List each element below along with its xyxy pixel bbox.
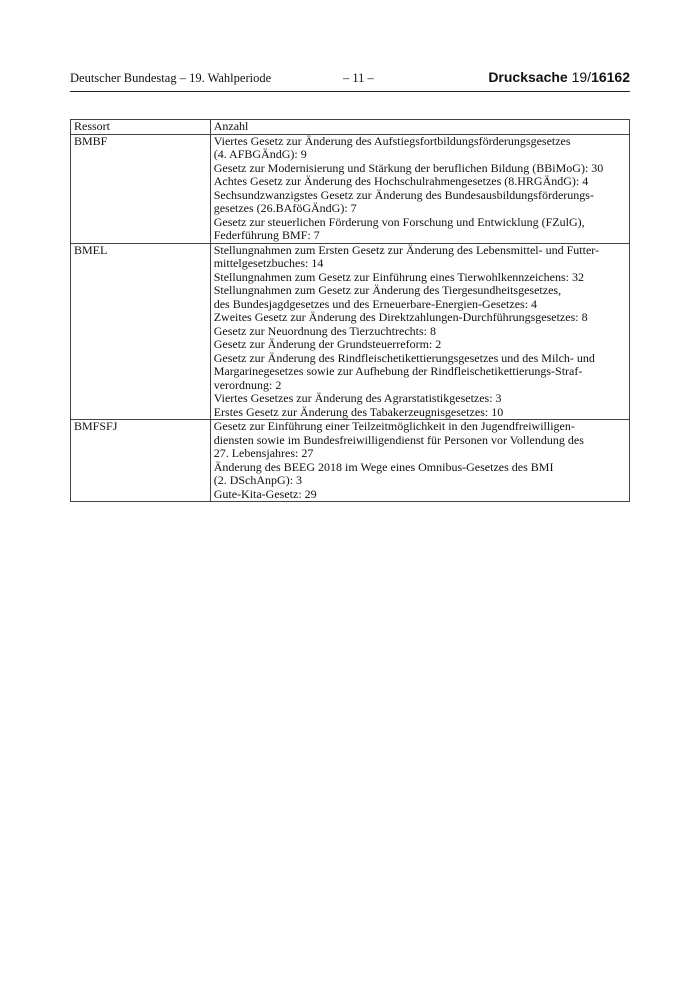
entry-line: Zweites Gesetz zur Änderung des Direktzahlungen-Durchführungsgesetzes: 8 <box>213 310 588 324</box>
entry-line: gesetzes (26.BAföGÄndG): 7 <box>213 201 357 215</box>
entry-line: mittelgesetzbuches: 14 <box>213 256 324 270</box>
entry-line: Gesetz zur Modernisierung und Stärkung der beruflichen Bildung (BBiMoG): 30 <box>213 160 604 175</box>
entry-line: Änderung des BEEG 2018 im Wege eines Omnibus-Gesetzes des BMI <box>213 459 554 474</box>
entry-line: Margarinegesetzes sowie zur Aufhebung der Rindfleischetikettierungs-Straf- <box>213 364 583 378</box>
entry-line: Sechsundzwanzigstes Gesetz zur Änderung des Bundesausbildungsförderungs- <box>213 187 594 202</box>
entry-line: des Bundesjagdgesetzes und des Erneuerbare-Energien-Gesetzes: 4 <box>213 296 538 311</box>
entry-line: (4. AFBGÄndG): 9 <box>213 147 307 161</box>
entry-line: Erstes Gesetz zur Änderung des Tabakerzeugnisgesetzes: 10 <box>213 404 504 419</box>
header-parliament-label: Deutscher Bundestag – 19. Wahlperiode <box>70 71 272 85</box>
document-prefix: 19/ <box>571 69 592 85</box>
ressort-table <box>70 119 630 502</box>
entry-line: Gesetz zur Neuordnung des Tierzuchtrechts: 8 <box>213 323 436 338</box>
entry-line: Viertes Gesetz zur Änderung des Aufstiegsfortbildungsförderungsgesetzes <box>213 133 571 148</box>
anzahl-cell <box>210 243 629 420</box>
entry-line: verordnung: 2 <box>213 377 282 392</box>
ressort-cell: BMEL <box>71 243 211 420</box>
table-row-bmfsfj <box>71 420 630 502</box>
entry-line: Gesetz zur Einführung einer Teilzeitmöglichkeit in den Jugendfreiwilligen- <box>213 419 575 433</box>
document-label: Drucksache <box>488 69 568 85</box>
table-header-row <box>71 120 630 135</box>
entry-line: Achtes Gesetz zur Änderung des Hochschulrahmengesetzes (8.HRGÄndG): 4 <box>213 174 589 188</box>
page-number: – 11 – <box>343 71 374 85</box>
table-row-bmbf <box>71 134 630 243</box>
entry-line: Viertes Gesetzes zur Änderung des Agrarstatistikgesetzes: 3 <box>213 391 502 405</box>
entry-line: Gesetz zur Änderung der Grundsteuerreform: 2 <box>213 337 442 351</box>
ressort-cell: BMFSFJ <box>71 420 211 502</box>
entry-line: Stellungnahmen zum Gesetz zur Änderung des Tiergesundheitsgesetzes, <box>213 283 562 297</box>
entry-line: 27. Lebensjahres: 27 <box>213 446 314 460</box>
entry-line: Gute-Kita-Gesetz: 29 <box>213 486 317 501</box>
page-header <box>70 69 630 92</box>
entry-line: Stellungnahmen zum Gesetz zur Einführung eines Tierwohlkennzeichens: 32 <box>213 269 584 284</box>
anzahl-cell <box>210 420 629 502</box>
entry-line: (2. DSchAnpG): 3 <box>213 473 303 487</box>
anzahl-cell <box>210 134 629 243</box>
entry-line: Federführung BMF: 7 <box>213 228 320 242</box>
ressort-cell: BMBF <box>71 134 211 243</box>
entry-line: Gesetz zur steuerlichen Förderung von Forschung und Entwicklung (FZulG), <box>213 214 585 229</box>
document-id: 16162 <box>591 69 630 85</box>
entry-line: Stellungnahmen zum Ersten Gesetz zur Änderung des Lebensmittel- und Futter- <box>213 242 600 257</box>
document-number <box>488 69 630 85</box>
entry-line: diensten sowie im Bundesfreiwilligendienst für Personen vor Vollendung des <box>213 432 584 447</box>
table-row-bmel <box>71 243 630 420</box>
column-header-anzahl: Anzahl <box>210 120 629 135</box>
column-header-ressort: Ressort <box>71 120 211 135</box>
entry-line: Gesetz zur Änderung des Rindfleischetikettierungsgesetzes und des Milch- und <box>213 350 595 365</box>
